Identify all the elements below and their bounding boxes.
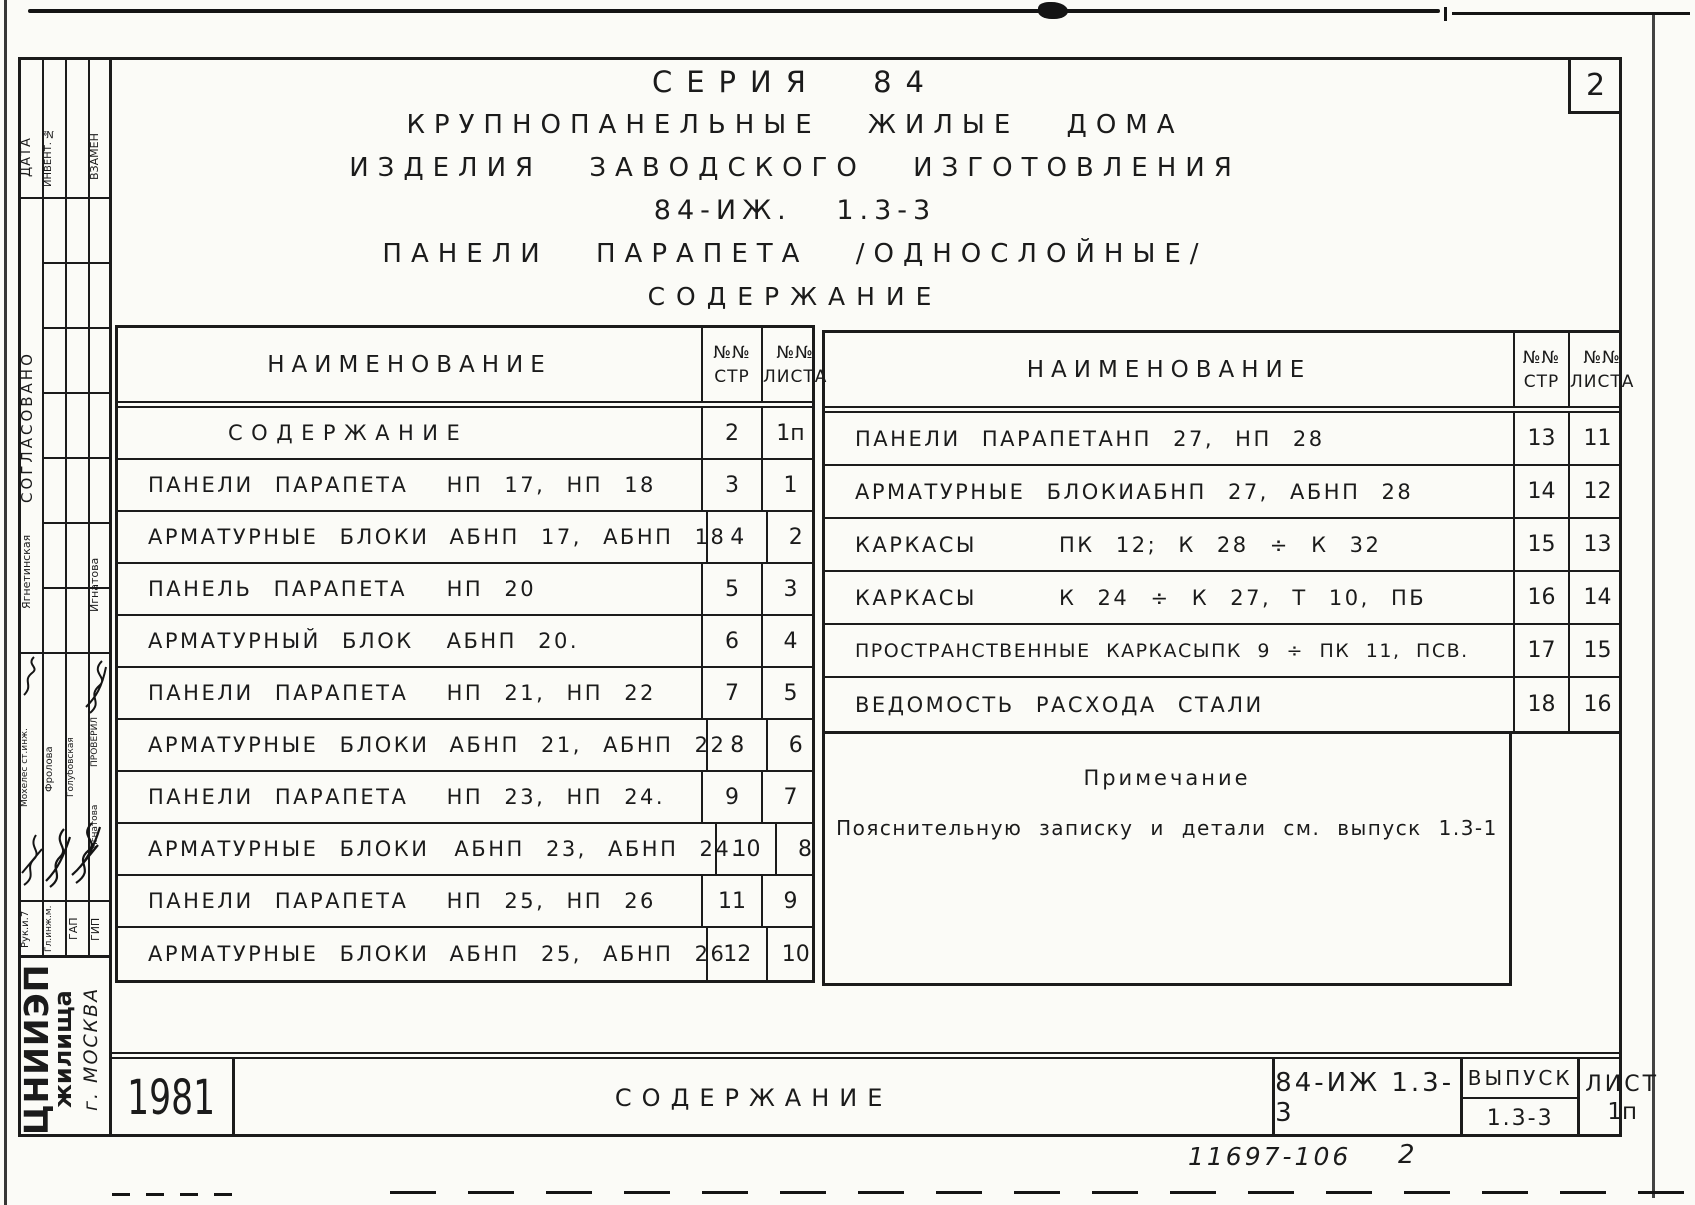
table-row: ПАНЕЛИ ПАРАПЕТА НП 21, НП 22 7 5 [118, 668, 812, 720]
header-subtitle-1: КРУПНОПАНЕЛЬНЫЕ ЖИЛЫЕ ДОМА [406, 110, 1184, 140]
approval-stamp [18, 57, 112, 1137]
sheet-page-number: 2 [1585, 68, 1606, 103]
organization-box [18, 955, 112, 1137]
scan-artifact-bottom-dashes-left [112, 1193, 232, 1196]
signature [20, 655, 42, 699]
scan-artifact-bottom-dashes [390, 1191, 1690, 1194]
title-block-content-label: СОДЕРЖАНИЕ [232, 1059, 1272, 1137]
table-row: АРМАТУРНЫЕ БЛОКИ АБНП 25, АБНП 26 12 10 [118, 928, 812, 980]
table-row: СОДЕРЖАНИЕ 2 1п [118, 408, 812, 460]
table-row: ПАНЕЛИ ПАРАПЕТА НП 25, НП 26 11 9 [118, 876, 812, 928]
stamp-name-yagnetinskaya: Ягнетинская [20, 534, 33, 610]
stamp-vzamen-label: ВЗАМЕН [88, 133, 101, 181]
stamp-grid-line [42, 262, 112, 264]
note-body: Пояснительную записку и детали см. выпуск 1.3-1 [836, 816, 1498, 840]
title-block-vypusk [1460, 1059, 1577, 1137]
stamp-name-ignatova-bottom: Игнатова [90, 804, 100, 850]
column-header-page: №№ СТР [1515, 333, 1570, 406]
signature [70, 817, 104, 887]
stamp-grid-line [18, 652, 112, 654]
table-header-row [118, 328, 828, 408]
stamp-invent-label: ИНВЕНТ. № [43, 127, 54, 187]
header-subtitle-2: ИЗДЕЛИЯ ЗАВОДСКОГО ИЗГОТОВЛЕНИЯ [349, 153, 1241, 183]
vypusk-value: 1.3-3 [1486, 1105, 1554, 1131]
stamp-grid-line [42, 457, 112, 459]
table-row: ПРОСТРАНСТВЕННЫЕ КАРКАСЫ ПК 9 ÷ ПК 11, ПСВ. 17 15 [825, 625, 1619, 678]
stamp-soglasovano-label: СОГЛАСОВАНО [18, 351, 36, 503]
stamp-grid-line [42, 522, 112, 524]
title-block-doc-code: 84-ИЖ 1.3-3 [1272, 1059, 1460, 1137]
column-header-sheet: №№ ЛИСТА [1570, 347, 1635, 392]
stamp-proveril-label: ПРОВЕРИЛ [90, 716, 100, 768]
table-row: КАРКАСЫ ПК 12; К 28 ÷ К 32 15 13 [825, 519, 1619, 572]
note-box [822, 734, 1512, 986]
stamp-grid-line [18, 197, 112, 199]
table-row: ВЕДОМОСТЬ РАСХОДА СТАЛИ 18 16 [825, 678, 1619, 731]
column-header-name: НАИМЕНОВАНИЕ [825, 333, 1515, 406]
title-block [110, 1052, 1660, 1137]
table-row: АРМАТУРНЫЙ БЛОК АБНП 20. 6 4 [118, 616, 812, 668]
table-row: ПАНЕЛЬ ПАРАПЕТА НП 20 5 3 [118, 564, 812, 616]
table-row: АРМАТУРНЫЕ БЛОКИ АБНП 17, АБНП 18 4 2 [118, 512, 812, 564]
series-title: СЕРИЯ 84 [651, 65, 939, 99]
stamp-name-mokheles: Мохелес ст.инж. [20, 728, 30, 807]
column-header-name: НАИМЕНОВАНИЕ [118, 328, 703, 401]
vypusk-label: ВЫПУСК [1463, 1059, 1577, 1099]
stamp-name-ignatova-top: Игнатова [88, 557, 101, 612]
stamp-date-label: ДАТА [19, 137, 34, 177]
note-title: Примечание [1083, 766, 1251, 790]
scan-artifact-right-edge [1652, 12, 1655, 1198]
scan-artifact-blob [1038, 2, 1068, 19]
signature [20, 829, 46, 889]
footer-code: 11697-106 [1188, 1142, 1352, 1171]
table-row: ПАНЕЛИ ПАРАПЕТА НП 23, НП 24. 9 7 [118, 772, 812, 824]
stamp-role-gap: ГАП [67, 917, 80, 941]
organization-name-2: жилища [49, 990, 77, 1108]
organization-city: г. МОСКВА [80, 986, 102, 1112]
contents-table-right [822, 330, 1635, 734]
stamp-name-golubovskaya: Голубовская [66, 737, 76, 798]
table-row: АРМАТУРНЫЕ БЛОКИ АБНП 23, АБНП 24. 10 8 [118, 824, 812, 876]
stamp-grid-line [42, 587, 112, 589]
title-block-list [1577, 1059, 1664, 1137]
list-value: 1п [1607, 1098, 1637, 1125]
table-row: ПАНЕЛИ ПАРАПЕТА НП 27, НП 28 13 11 [825, 413, 1619, 466]
stamp-role-ruk: Рук.и.7 [20, 910, 31, 948]
contents-title: СОДЕРЖАНИЕ [647, 282, 943, 311]
table-row: КАРКАСЫ К 24 ÷ К 27, Т 10, ПБ 16 14 [825, 572, 1619, 625]
sheet-page-number-box [1568, 60, 1620, 114]
contents-table-left [115, 325, 828, 983]
stamp-role-gip: ГИП [89, 917, 102, 941]
scan-artifact-tick [1444, 7, 1447, 21]
header-doc-code: 84-ИЖ. 1.3-3 [653, 195, 937, 226]
header-block [80, 66, 1510, 313]
table-row: АРМАТУРНЫЕ БЛОКИ АБНП 21, АБНП 22 8 6 [118, 720, 812, 772]
header-subject: ПАНЕЛИ ПАРАПЕТА /ОДНОСЛОЙНЫЕ/ [382, 239, 1208, 269]
scan-artifact-top-line [28, 9, 1440, 13]
table-row: ПАНЕЛИ ПАРАПЕТА НП 17, НП 18 3 1 [118, 460, 812, 512]
signature [84, 657, 110, 717]
column-header-page: №№ СТР [703, 328, 763, 401]
column-header-sheet: №№ ЛИСТА [763, 342, 828, 387]
title-block-year: 1981 [127, 1070, 216, 1126]
stamp-name-frolova: Фролова [44, 746, 55, 793]
scan-artifact-left-edge [4, 0, 7, 1205]
organization-name: ЦНИИЭП [17, 963, 56, 1135]
table-row: АРМАТУРНЫЕ БЛОКИ АБНП 27, АБНП 28 14 12 [825, 466, 1619, 519]
list-label: ЛИСТ [1585, 1071, 1660, 1097]
table-header-row [825, 333, 1635, 413]
stamp-grid-line [42, 327, 112, 329]
stamp-grid-line [42, 392, 112, 394]
stamp-role-glinzh: Гл.инж.м. [44, 905, 54, 953]
footer-page-number: 2 [1398, 1140, 1415, 1170]
